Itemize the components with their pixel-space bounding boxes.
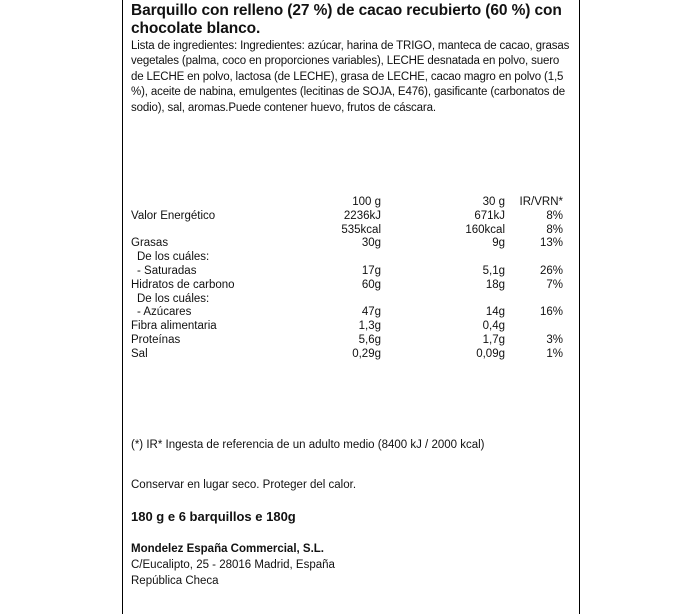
nutrient-per100: 5,6g [358, 333, 381, 346]
nutrition-row [131, 237, 573, 251]
nutrient-per100: 47g [361, 306, 381, 319]
nutrient-per100: 17g [361, 264, 381, 277]
nutrition-row [131, 265, 573, 279]
nutrient-name: Hidratos de carbono [131, 278, 235, 291]
nutrition-row [131, 210, 573, 224]
nutrition-row [131, 306, 573, 320]
nutrient-name: - Saturadas [137, 264, 197, 277]
nutrient-per30: 9g [492, 237, 505, 250]
nutrient-per100: 0,29g [352, 347, 381, 360]
nutrition-row [131, 279, 573, 293]
nutrient-ir: 1% [546, 347, 563, 360]
nutrition-header-per100: 100 g [352, 196, 381, 208]
nutrition-row [131, 334, 573, 348]
nutrient-per100: 60g [361, 278, 381, 291]
nutrition-header-ir: IR/VRN* [519, 196, 563, 208]
nutrient-per30: 5,1g [482, 264, 505, 277]
nutrient-per30: 1,7g [482, 333, 505, 346]
ingredients-list [131, 39, 573, 116]
nutrient-ir: 16% [539, 306, 563, 319]
nutrient-per30: 14g [485, 306, 505, 319]
nutrient-name: Grasas [131, 237, 169, 250]
nutrient-ir: 3% [546, 333, 563, 346]
nutrient-per30: 0,4g [482, 320, 505, 333]
nutrient-per30: 671kJ [474, 209, 505, 222]
nutrient-ir: 8% [546, 209, 563, 222]
nutrition-row [131, 348, 573, 362]
nutrient-name: Fibra alimentaria [131, 320, 217, 333]
nutrient-per100: 535kcal [341, 223, 381, 236]
nutrient-name: Sal [131, 347, 148, 360]
footnote: (*) IR* Ingesta de referencia de un adulto medio (8400 kJ / 2000 kcal) [131, 439, 485, 451]
nutrition-row [131, 320, 573, 334]
nutrient-ir: 7% [546, 278, 563, 291]
company-info [131, 541, 335, 589]
ingredients-text: Lista de ingredientes: Ingredientes: azúcar, harina de TRIGO, manteca de cacao, grasas vegetales (palma, coco en proporciones variables), LECHE desnatada en polvo, suero de LECHE en polvo, lactosa (de LECHE), grasa de LECHE, cacao magro en polvo (1,5 %), aceite de nabina, emulgentes (lecitinas de SOJA, E476), gasificante (carbonatos de sodio), sal, aromas.Puede contener huevo, frutos de cáscara. [131, 40, 570, 114]
nutrient-ir: 8% [546, 223, 563, 236]
product-title: Barquillo con relleno (27 %) de cacao recubierto (60 %) con chocolate blanco. [131, 2, 562, 37]
nutrition-rows [131, 210, 573, 362]
nutrition-row [131, 293, 573, 307]
nutrition-label [122, 0, 580, 614]
nutrition-row [131, 251, 573, 265]
nutrient-ir: 26% [539, 264, 563, 277]
storage-instructions: Conservar en lugar seco. Proteger del calor. [131, 479, 357, 491]
company-address: C/Eucalipto, 25 - 28016 Madrid, España [131, 559, 335, 571]
nutrient-name: De los cuáles: [137, 251, 210, 264]
nutrient-ir: 13% [539, 237, 563, 250]
company-name: Mondelez España Commercial, S.L. [131, 543, 324, 555]
nutrition-table [131, 196, 573, 362]
nutrient-per100: 30g [361, 237, 381, 250]
nutrient-per100: 2236kJ [343, 209, 381, 222]
nutrient-name: Valor Energético [131, 209, 216, 222]
nutrient-name: - Azúcares [137, 306, 192, 319]
nutrition-row [131, 224, 573, 238]
nutrient-per30: 0,09g [476, 347, 505, 360]
nutrient-name: Proteínas [131, 333, 181, 346]
country-of-origin: República Checa [131, 575, 219, 587]
net-weight: 180 g e 6 barquillos e 180g [131, 509, 296, 524]
nutrient-name: De los cuáles: [137, 292, 210, 305]
nutrient-per30: 18g [485, 278, 505, 291]
nutrition-header-row [131, 196, 573, 210]
nutrient-per30: 160kcal [465, 223, 505, 236]
nutrient-per100: 1,3g [358, 320, 381, 333]
nutrition-header-per30: 30 g [482, 196, 505, 208]
